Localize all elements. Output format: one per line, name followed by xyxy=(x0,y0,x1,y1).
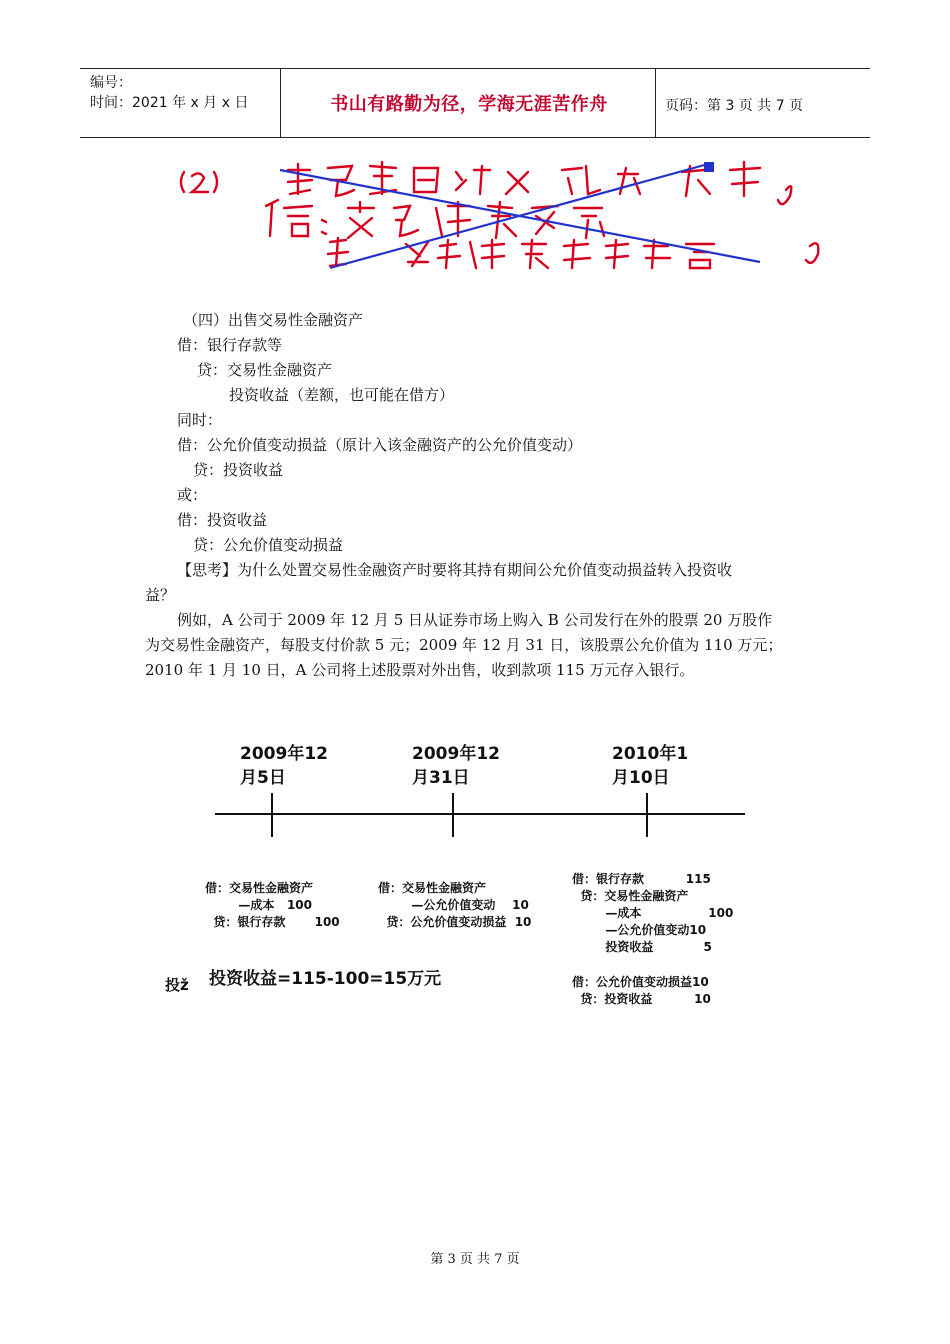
journal-entry: 借：交易性金融资产 —公允价值变动 10 贷：公允价值变动损益 10 xyxy=(378,881,532,929)
timeline-tick xyxy=(646,793,648,837)
example-text: 2010 年 1 月 10 日，A 公司将上述股票对外出售，收到款项 115 万元存入银行。 xyxy=(145,661,695,679)
number-label: 编号： xyxy=(90,75,132,91)
timeline-date: 2009年12 月31日 xyxy=(412,744,500,788)
example-text: 为交易性金融资产，每股支付价款 5 元；2009 年 12 月 31 日，该股票公允价值为 110 万元； xyxy=(145,636,783,654)
journal-line: 或： xyxy=(177,486,208,504)
journal-entry: 借：银行存款 115 贷：交易性金融资产 —成本 100 —公允价值变动10 投资收益 5 xyxy=(572,872,734,954)
time-label: 时间：2021 年 x 月 x 日 xyxy=(90,95,249,111)
page-label: 页码：第 3 页 共 7 页 xyxy=(665,98,804,114)
timeline-tick xyxy=(452,793,454,837)
think-question-cont: 益？ xyxy=(145,586,176,604)
section-title: （四）出售交易性金融资产 xyxy=(183,311,364,329)
stray-text: 投ž xyxy=(165,976,189,994)
journal-line: 贷：交易性金融资产 xyxy=(197,361,333,379)
journal-line: 借：投资收益 xyxy=(177,511,268,529)
journal-line: 贷：投资收益 xyxy=(193,461,284,479)
journal-line: 同时： xyxy=(177,411,223,429)
timeline-axis xyxy=(215,813,745,815)
journal-line: 借：银行存款等 xyxy=(177,336,283,354)
timeline-date: 2010年1 月10日 xyxy=(612,744,689,788)
example-text: 例如，A 公司于 2009 年 12 月 5 日从证券市场上购入 B 公司发行在外的股票 20 万股作 xyxy=(177,611,773,629)
journal-entry: 借：公允价值变动损益10 贷：投资收益 10 xyxy=(572,975,711,1006)
journal-entry: 借：交易性金融资产 —成本 100 贷：银行存款 100 xyxy=(205,881,340,929)
page-footer: 第 3 页 共 7 页 xyxy=(430,1252,520,1267)
think-question: 【思考】为什么处置交易性金融资产时要将其持有期间公允价值变动损益转入投资收 xyxy=(177,561,733,579)
result-formula: 投资收益=115-100=15万元 xyxy=(209,969,442,989)
journal-line: 借：公允价值变动损益（原计入该金融资产的公允价值变动） xyxy=(177,436,583,454)
motto: 书山有路勤为径，学海无涯苦作舟 xyxy=(330,94,608,115)
journal-line: 贷：公允价值变动损益 xyxy=(193,536,344,554)
journal-line: 投资收益（差额，也可能在借方） xyxy=(229,386,455,404)
timeline-tick xyxy=(271,793,273,837)
timeline-date: 2009年12 月5日 xyxy=(240,744,328,788)
